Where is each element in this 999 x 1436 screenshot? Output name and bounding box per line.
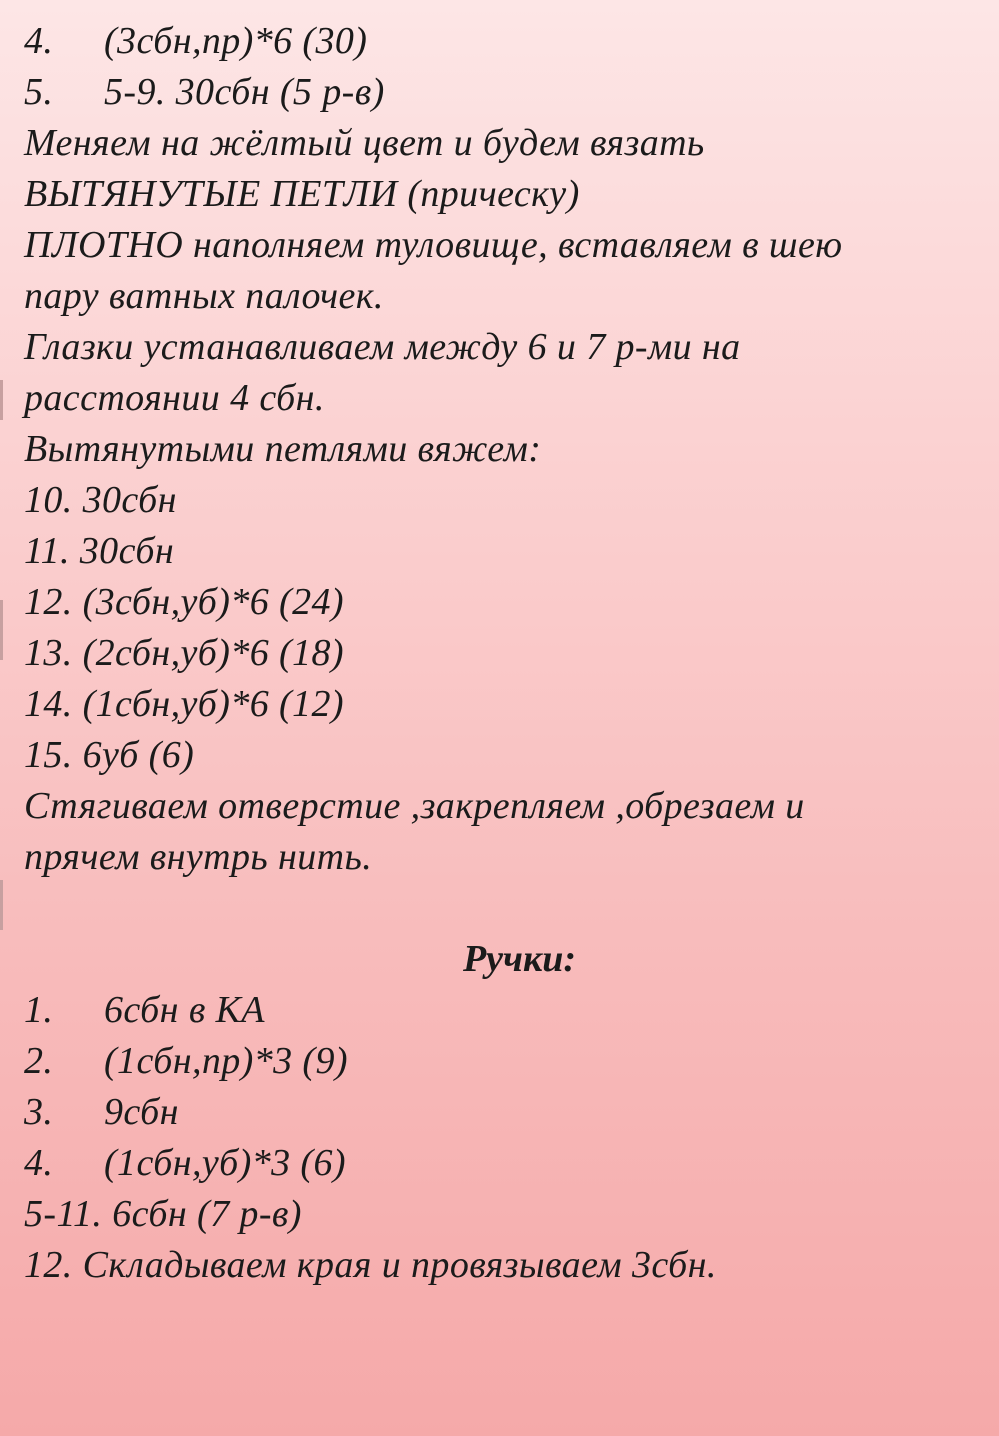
line-number: 4. [24, 20, 54, 62]
text-line: прячем внутрь нить. [24, 836, 373, 878]
line-text: 9сбн [104, 1091, 179, 1133]
line-text: 5-9. 30сбн (5 р-в) [104, 71, 385, 113]
row-line: 12. (3сбн,уб)*6 (24) [24, 581, 344, 623]
text-line: Глазки устанавливаем между 6 и 7 р-ми на [24, 326, 741, 368]
text-line: Стягиваем отверстие ,закрепляем ,обрезаем и [24, 785, 805, 827]
row-line: 12. Складываем края и провязываем 3сбн. [24, 1244, 717, 1286]
text-line: Вытянутыми петлями вяжем: [24, 428, 542, 470]
numbered-line [24, 1036, 348, 1087]
numbered-line [24, 1087, 179, 1138]
line-number: 3. [24, 1091, 54, 1133]
numbered-line [24, 1138, 346, 1189]
text-line: ВЫТЯНУТЫЕ ПЕТЛИ (прическу) [24, 173, 580, 215]
text-line: ПЛОТНО наполняем туловище, вставляем в шею [24, 224, 843, 266]
numbered-line [24, 16, 367, 67]
row-line: 11. 30сбн [24, 530, 175, 572]
row-line: 10. 30сбн [24, 479, 177, 521]
line-text: 6сбн в КА [104, 989, 265, 1031]
line-text: (1сбн,пр)*3 (9) [104, 1040, 348, 1082]
line-number: 4. [24, 1142, 54, 1184]
line-text: (1сбн,уб)*3 (6) [104, 1142, 346, 1184]
line-number: 2. [24, 1040, 54, 1082]
text-line: пару ватных палочек. [24, 275, 384, 317]
left-edge-mark [0, 880, 3, 930]
line-number: 1. [24, 989, 54, 1031]
numbered-line [24, 67, 385, 118]
section-title: Ручки: [462, 938, 577, 980]
row-line: 15. 6уб (6) [24, 734, 195, 776]
left-edge-mark [0, 380, 3, 420]
row-line: 14. (1сбн,уб)*6 (12) [24, 683, 344, 725]
text-line: Меняем на жёлтый цвет и будем вязать [24, 122, 705, 164]
numbered-line [24, 985, 265, 1036]
text-line: расстоянии 4 сбн. [24, 377, 325, 419]
row-line: 5-11. 6сбн (7 р-в) [24, 1193, 302, 1235]
row-line: 13. (2сбн,уб)*6 (18) [24, 632, 344, 674]
left-edge-mark [0, 600, 3, 660]
line-number: 5. [24, 71, 54, 113]
line-text: (3сбн,пр)*6 (30) [104, 20, 368, 62]
